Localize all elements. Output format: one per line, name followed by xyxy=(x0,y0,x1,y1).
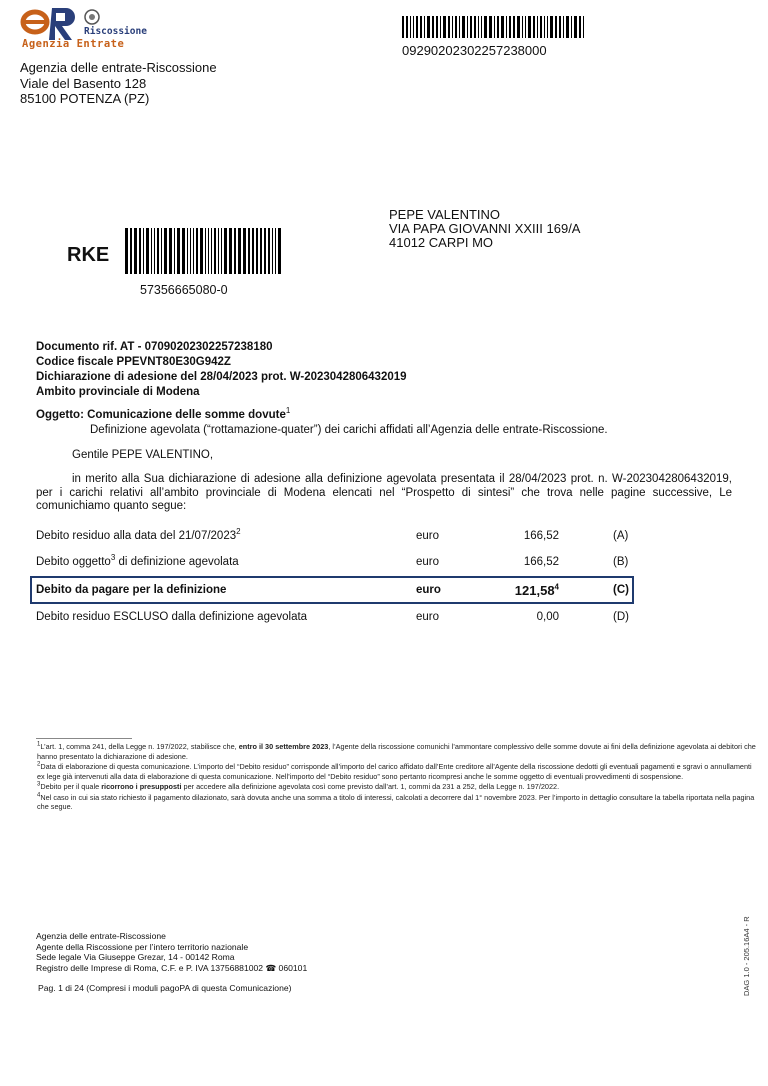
mid-code: 57356665080-0 xyxy=(140,283,228,297)
footnote-number: 4 xyxy=(37,792,41,799)
subject-label: Oggetto: xyxy=(36,409,84,421)
doc-dichiarazione: Dichiarazione di adesione del 28/04/2023 prot. W-2023042806432019 xyxy=(36,371,407,383)
barcode-bar xyxy=(501,16,504,38)
barcode-bar xyxy=(208,228,209,274)
barcode-bar xyxy=(221,228,222,274)
barcode-bar xyxy=(517,16,520,38)
logo-name: Agenzia Entrate xyxy=(22,38,125,50)
subject-line2: Definizione agevolata (“rottamazione-quater”) dei carichi affidati all’Agenzia delle entrate-Riscossione. xyxy=(90,424,608,436)
doc-codice-fiscale: Codice fiscale PPEVNT80E30G942Z xyxy=(36,356,231,368)
footnote-ref: 4 xyxy=(554,582,559,592)
body-paragraph xyxy=(36,473,732,514)
barcode-bar xyxy=(211,228,212,274)
barcode-bar xyxy=(574,16,577,38)
barcode-bar xyxy=(169,228,172,274)
amount-letter: (C) xyxy=(613,584,629,596)
barcode-bar xyxy=(268,228,270,274)
sender-address xyxy=(20,60,217,107)
barcode-bar xyxy=(525,16,526,38)
barcode-bar xyxy=(420,16,422,38)
barcode-bar xyxy=(509,16,511,38)
barcode-bar xyxy=(224,228,227,274)
footnote-number: 3 xyxy=(37,781,41,788)
barcode-bar xyxy=(550,16,553,38)
footer-line: Registro delle Imprese di Roma, C.F. e P. IVA 13756881002 ☎ 060101 xyxy=(36,962,308,973)
barcode-bar xyxy=(432,16,434,38)
barcode-bar xyxy=(238,228,241,274)
barcode-bar xyxy=(494,16,495,38)
amount-letter: (B) xyxy=(613,556,629,568)
barcode-bar xyxy=(187,228,188,274)
footnote: $^1$L’art. 1, comma 241, della Legge n. 197/2022, stabilisce che, entro il 30 settembre 2023, l’Agente della riscossione comunichi l’ammontare complessivo delle somme dovute ai fini della definizione agevolata ai debitori che hanno presentato la dichiarazione di adesione. xyxy=(37,741,756,761)
barcode-bar xyxy=(481,16,482,38)
barcode-bar xyxy=(540,16,542,38)
footnote: $^3$Debito per il quale ricorrono i presupposti per accedere alla definizione agevolata così come previsto dall’art. 1, commi da 231 a 252, della Legge n. 197/2022. xyxy=(37,781,560,791)
barcode-bar xyxy=(489,16,492,38)
side-code-wrap xyxy=(742,916,754,1086)
recipient-line: VIA PAPA GIOVANNI XXIII 169/A xyxy=(389,221,581,236)
barcode-bar xyxy=(470,16,472,38)
barcode-bar xyxy=(455,16,457,38)
barcode-bar xyxy=(579,16,581,38)
body-text: in merito alla Sua dichiarazione di adesione alla definizione agevolata presentata il 28/04/2023 prot. n. W-2023042806432019, per i carichi relativi all’ambito provinciale di Modena elencati nel “Prospetto di sintesi” che trova nelle pagine successive, Le comunichiamo quanto segue: xyxy=(36,473,732,512)
barcode-bar xyxy=(134,228,137,274)
amount-label: Debito residuo ESCLUSO dalla definizione agevolata xyxy=(36,611,308,623)
barcode-bar xyxy=(229,228,232,274)
barcode-bar xyxy=(406,16,408,38)
amount-value: 121,58$^4$ xyxy=(514,582,559,598)
barcode-bar xyxy=(164,228,167,274)
logo-subtitle: Riscossione xyxy=(84,26,147,37)
barcode-bar xyxy=(157,228,159,274)
barcode-bar xyxy=(196,228,198,274)
subject xyxy=(36,408,608,438)
barcode-bar xyxy=(182,228,185,274)
barcode-bar xyxy=(436,16,438,38)
barcode-bar xyxy=(139,228,141,274)
barcode-bar xyxy=(234,228,236,274)
top-code: 09290202302257238000 xyxy=(402,43,547,58)
barcode-bar xyxy=(424,16,425,38)
barcode-bar xyxy=(154,228,155,274)
footnote-emphasis: ricorrono i presupposti xyxy=(101,782,182,791)
barcode-bar xyxy=(402,16,404,38)
barcode-bar xyxy=(544,16,545,38)
barcode-bar xyxy=(513,16,515,38)
amount-value: 166,52 xyxy=(523,530,559,542)
amount-row xyxy=(36,553,636,572)
sender-line: Agenzia delle entrate-Riscossione xyxy=(20,60,217,75)
barcode-bar xyxy=(443,16,446,38)
barcode-bar xyxy=(566,16,569,38)
barcode-bar xyxy=(497,16,499,38)
barcode-bar xyxy=(177,228,180,274)
barcode-bar xyxy=(174,228,175,274)
footer xyxy=(36,931,307,973)
amount-currency: euro xyxy=(416,584,441,596)
footnote-divider xyxy=(36,738,132,739)
barcode-bar xyxy=(484,16,487,38)
barcode-bar xyxy=(410,16,411,38)
amount-row xyxy=(36,584,636,600)
amount-label: Debito residuo alla data del 21/07/2023$^2$ xyxy=(36,527,241,542)
amount-value: 166,52 xyxy=(523,556,559,568)
footer-line: Sede legale Via Giuseppe Grezar, 14 - 00142 Roma xyxy=(36,952,235,962)
barcode-bar xyxy=(256,228,258,274)
barcode-bar xyxy=(583,16,584,38)
amount-currency: euro xyxy=(416,611,440,623)
greeting: Gentile PEPE VALENTINO, xyxy=(72,449,214,461)
barcode-bar xyxy=(427,16,430,38)
amount-letter: (D) xyxy=(613,611,629,623)
barcode-bar xyxy=(537,16,538,38)
recipient-line: PEPE VALENTINO xyxy=(389,207,501,222)
barcode-bar xyxy=(205,228,206,274)
barcode-bar xyxy=(151,228,152,274)
barcode-bar xyxy=(243,228,246,274)
footnote-emphasis: entro il 30 settembre 2023 xyxy=(238,742,329,751)
barcode-bar xyxy=(474,16,476,38)
barcode-bar xyxy=(416,16,418,38)
amount-currency: euro xyxy=(416,530,440,542)
barcode-bar xyxy=(467,16,468,38)
barcode-bar xyxy=(528,16,531,38)
barcode-bar xyxy=(278,228,281,274)
doc-ref: Documento rif. AT - 07090202302257238180 xyxy=(36,341,273,353)
amount-currency: euro xyxy=(416,556,440,568)
barcode-bar xyxy=(462,16,465,38)
amount-value: 0,00 xyxy=(536,611,559,623)
barcode-bar xyxy=(478,16,479,38)
barcode-bar xyxy=(452,16,453,38)
rke-label: RKE xyxy=(67,244,110,266)
page-number: Pag. 1 di 24 (Compresi i moduli pagoPA di questa Comunicazione) xyxy=(38,983,292,993)
barcode-bar xyxy=(459,16,460,38)
barcode-bar xyxy=(130,228,132,274)
footnote-number: 2 xyxy=(37,761,41,768)
barcode-bar xyxy=(143,228,144,274)
recipient-address xyxy=(389,208,580,250)
footnotes xyxy=(37,742,759,813)
amount-row xyxy=(36,527,636,546)
barcode-bar xyxy=(563,16,564,38)
amount-row xyxy=(36,611,636,627)
barcode-bar xyxy=(260,228,262,274)
footnote-number: 1 xyxy=(37,741,41,748)
doc-ambito: Ambito provinciale di Modena xyxy=(36,386,200,398)
barcode-bar xyxy=(190,228,191,274)
barcode-bar xyxy=(571,16,572,38)
barcode-bar xyxy=(506,16,507,38)
subject-title: Comunicazione delle somme dovute xyxy=(87,409,286,421)
footnote-ref: 3 xyxy=(110,553,116,563)
amount-letter: (A) xyxy=(613,530,629,542)
barcode-bar xyxy=(413,16,414,38)
footnote: $^2$Data di elaborazione di questa comunicazione. L’importo del “Debito residuo” corrisponde all’importo del carico affidato dall’Ente creditore all’Agente della riscossione dedotti gli eventuali pagamenti e sgravi o annullamenti ex lege già intervenuti alla data di elaborazione di questa comunicazione. Nell’importo del “Debito residuo” sono pertanto ricompresi anche le somme oggetto di eventuali provvedimenti di sospensione. xyxy=(37,761,752,781)
footnote: $^4$Nel caso in cui sia stato richiesto il pagamento dilazionato, sarà dovuta anche una somma a titolo di interessi, calcolati a decorrere dal 1° novembre 2023. Per l’importo in dettaglio consultare la tabella riportata nella pagina che segue. xyxy=(37,792,755,811)
barcode-bar xyxy=(264,228,266,274)
barcode-bar xyxy=(200,228,203,274)
footer-line: Agente della Riscossione per l’intero territorio nazionale xyxy=(36,941,249,952)
document-info xyxy=(36,340,407,400)
amount-label: Debito da pagare per la definizione xyxy=(36,584,227,596)
side-code: DAG 1.0 - 205.16A4 - R xyxy=(742,916,751,996)
sender-line: Viale del Basento 128 xyxy=(20,75,147,91)
barcode-bar xyxy=(522,16,523,38)
barcode-bar xyxy=(448,16,450,38)
mid-barcode xyxy=(125,228,283,274)
barcode-bar xyxy=(146,228,149,274)
sender-line: 85100 POTENZA (PZ) xyxy=(20,91,150,106)
footer-line: Agenzia delle entrate-Riscossione xyxy=(36,931,166,941)
barcode-bar xyxy=(559,16,561,38)
barcode-bar xyxy=(214,228,216,274)
recipient-line: 41012 CARPI MO xyxy=(389,235,494,250)
barcode-bar xyxy=(547,16,548,38)
barcode-bar xyxy=(248,228,250,274)
footnote-ref: 2 xyxy=(236,527,241,537)
barcode-bar xyxy=(440,16,441,38)
barcode-bar xyxy=(275,228,276,274)
barcode-bar xyxy=(555,16,557,38)
top-barcode xyxy=(402,16,586,38)
barcode-bar xyxy=(533,16,535,38)
amount-label: Debito oggetto$^3$ di definizione agevolata xyxy=(36,553,239,568)
barcode-bar xyxy=(218,228,219,274)
subject-footnote-ref: 1 xyxy=(285,406,291,416)
barcode-bar xyxy=(161,228,162,274)
barcode-bar xyxy=(252,228,254,274)
barcode-bar xyxy=(193,228,194,274)
barcode-bar xyxy=(272,228,273,274)
barcode-bar xyxy=(125,228,128,274)
